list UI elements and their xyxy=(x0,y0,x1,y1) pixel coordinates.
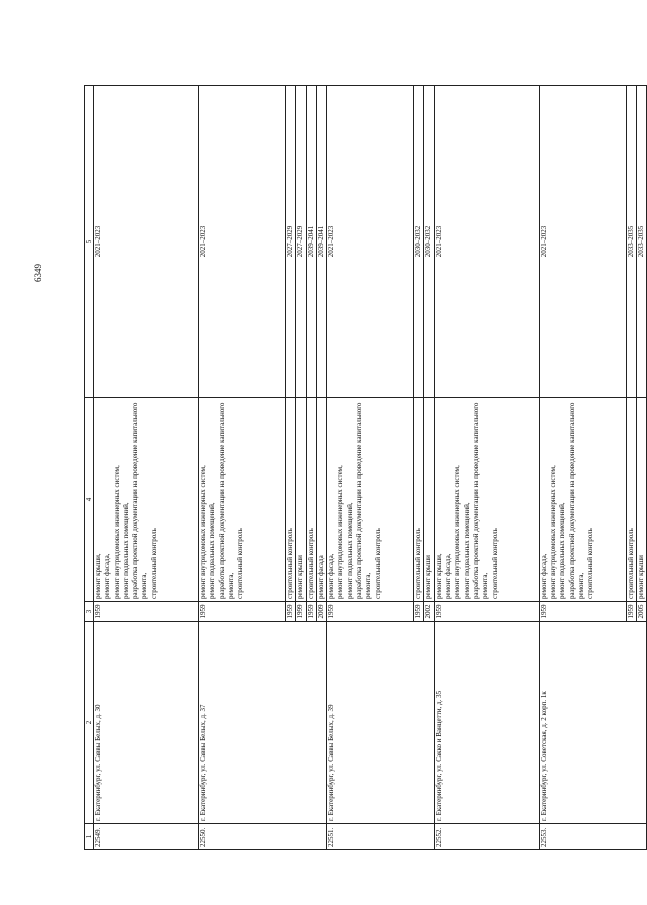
record-period: 2021–2023 xyxy=(327,86,414,398)
column-number-1: 1 xyxy=(85,824,94,850)
record-year: 1959 xyxy=(414,602,424,622)
record-year: 1959 xyxy=(94,602,199,622)
table-row xyxy=(327,86,414,850)
rotated-table-container xyxy=(84,86,646,850)
record-year: 2005 xyxy=(637,602,647,622)
record-period: 2021–2023 xyxy=(94,86,199,398)
record-year: 1959 xyxy=(434,602,539,622)
record-year: 1959 xyxy=(306,602,316,622)
record-work: ремонт внутридомовых инженерных систем, ремонт подвальных помещений, разработка проектной документации на проведение капитального ремонта, строительный контроль xyxy=(199,398,286,602)
record-period: 2033–2035 xyxy=(626,86,636,398)
record-period: 2030–2032 xyxy=(414,86,424,398)
record-period: 2027–2029 xyxy=(286,86,296,398)
record-year: 1959 xyxy=(286,602,296,622)
record-work: ремонт крыши, ремонт фасада, ремонт внутридомовых инженерных систем, ремонт подвальных помещений, разработка проектной документации на проведение капитального ремонта, строительный контроль xyxy=(434,398,539,602)
record-work: строительный контроль xyxy=(414,398,424,602)
record-period: 2021–2023 xyxy=(539,86,626,398)
record-number: 22551. xyxy=(327,824,435,850)
record-year: 1959 xyxy=(327,602,414,622)
table-row xyxy=(94,86,199,850)
table-row xyxy=(199,86,286,850)
record-work: ремонт фасада, ремонт внутридомовых инженерных систем, ремонт подвальных помещений, разработка проектной документации на проведение капитального ремонта, строительный контроль xyxy=(539,398,626,602)
table-header xyxy=(85,86,94,850)
record-work: ремонт крыши xyxy=(296,398,306,602)
record-address: г. Екатеринбург, ул. Сакко и Ванцетти, д. 35 xyxy=(434,622,539,824)
column-number-2: 2 xyxy=(85,622,94,824)
record-work: ремонт крыши xyxy=(424,398,434,602)
record-work: строительный контроль xyxy=(286,398,296,602)
record-period: 2039–2041 xyxy=(306,86,316,398)
record-year: 2002 xyxy=(424,602,434,622)
record-year: 1959 xyxy=(539,602,626,622)
record-work: ремонт крыши xyxy=(637,398,647,602)
record-year: 1959 xyxy=(199,602,286,622)
record-work: ремонт фасада xyxy=(316,398,326,602)
record-period: 2027–2029 xyxy=(296,86,306,398)
column-number-4: 4 xyxy=(85,398,94,602)
record-year: 1999 xyxy=(296,602,306,622)
record-address: г. Екатеринбург, ул. Саввы Белых, д. 37 xyxy=(199,622,327,824)
record-work: ремонт фасада, ремонт внутридомовых инженерных систем, ремонт подвальных помещений, разработка проектной документации на проведение капитального ремонта, строительный контроль xyxy=(327,398,414,602)
record-work: строительный контроль xyxy=(306,398,316,602)
record-number: 22550. xyxy=(199,824,327,850)
record-period: 2030–2032 xyxy=(424,86,434,398)
record-year: 2009 xyxy=(316,602,326,622)
record-number: 22549. xyxy=(94,824,199,850)
table-body xyxy=(94,86,647,850)
record-address: г. Екатеринбург, ул. Саввы Белых, д. 30 xyxy=(94,622,199,824)
record-address: г. Екатеринбург, ул. Советская, д. 2 корп. 1к xyxy=(539,622,647,824)
record-period: 2033–2035 xyxy=(637,86,647,398)
record-period: 2021–2023 xyxy=(199,86,286,398)
column-number-5: 5 xyxy=(85,86,94,398)
table-row xyxy=(434,86,539,850)
record-period: 2039–2041 xyxy=(316,86,326,398)
record-number: 22552. xyxy=(434,824,539,850)
record-year: 1959 xyxy=(626,602,636,622)
table-row xyxy=(539,86,626,850)
record-period: 2021–2023 xyxy=(434,86,539,398)
record-work: строительный контроль xyxy=(626,398,636,602)
record-work: ремонт крыши, ремонт фасада, ремонт внутридомовых инженерных систем, ремонт подвальных помещений, разработка проектной документации на проведение капитального ремонта, строительный контроль xyxy=(94,398,199,602)
record-address: г. Екатеринбург, ул. Саввы Белых, д. 39 xyxy=(327,622,435,824)
column-number-3: 3 xyxy=(85,602,94,622)
record-number: 22553. xyxy=(539,824,647,850)
page-number: 6349 xyxy=(33,264,43,282)
repair-schedule-table xyxy=(84,85,647,850)
